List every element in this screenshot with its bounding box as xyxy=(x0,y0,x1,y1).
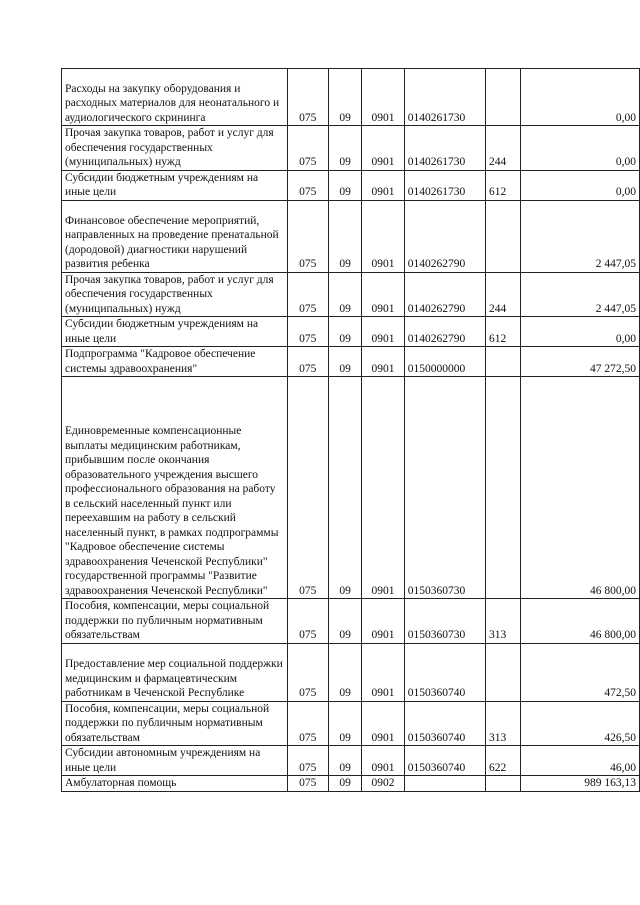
budget-table-body xyxy=(62,69,640,792)
expense-type-cell xyxy=(485,776,521,792)
expense-type-cell: 244 xyxy=(485,272,521,317)
amount-cell: 46 800,00 xyxy=(521,599,640,644)
section-code-cell: 09 xyxy=(328,746,361,776)
table-row xyxy=(62,599,640,644)
amount-cell: 47 272,50 xyxy=(521,347,640,377)
table-row xyxy=(62,170,640,200)
section-code-cell: 09 xyxy=(328,170,361,200)
target-article-cell: 0140262790 xyxy=(404,200,485,272)
target-article-cell: 0140261730 xyxy=(404,170,485,200)
target-article-cell: 0150360730 xyxy=(404,377,485,599)
expense-type-cell: 612 xyxy=(485,170,521,200)
table-row xyxy=(62,776,640,792)
subsection-code-cell: 0901 xyxy=(362,701,404,746)
subsection-code-cell: 0901 xyxy=(362,377,404,599)
expense-type-cell xyxy=(485,347,521,377)
expense-name-cell: Прочая закупка товаров, работ и услуг для обеспечения государственных (муниципальных) нужд xyxy=(62,126,288,171)
section-code-cell: 09 xyxy=(328,377,361,599)
target-article-cell: 0150000000 xyxy=(404,347,485,377)
expense-name-cell: Подпрограмма "Кадровое обеспечение системы здравоохранения" xyxy=(62,347,288,377)
expense-name-cell: Пособия, компенсации, меры социальной поддержки по публичным нормативным обязательствам xyxy=(62,701,288,746)
amount-cell: 2 447,05 xyxy=(521,200,640,272)
table-row xyxy=(62,272,640,317)
table-row xyxy=(62,643,640,701)
subsection-code-cell: 0901 xyxy=(362,599,404,644)
ministry-code-cell: 075 xyxy=(287,599,328,644)
table-row xyxy=(62,746,640,776)
amount-cell: 472,50 xyxy=(521,643,640,701)
section-code-cell: 09 xyxy=(328,317,361,347)
expense-type-cell: 313 xyxy=(485,701,521,746)
target-article-cell: 0150360730 xyxy=(404,599,485,644)
target-article-cell: 0150360740 xyxy=(404,701,485,746)
amount-cell: 0,00 xyxy=(521,317,640,347)
ministry-code-cell: 075 xyxy=(287,746,328,776)
target-article-cell: 0140261730 xyxy=(404,126,485,171)
section-code-cell: 09 xyxy=(328,701,361,746)
table-row xyxy=(62,377,640,599)
ministry-code-cell: 075 xyxy=(287,701,328,746)
expense-type-cell: 622 xyxy=(485,746,521,776)
amount-cell: 2 447,05 xyxy=(521,272,640,317)
expense-type-cell: 313 xyxy=(485,599,521,644)
target-article-cell: 0140262790 xyxy=(404,272,485,317)
subsection-code-cell: 0901 xyxy=(362,69,404,126)
table-row xyxy=(62,200,640,272)
section-code-cell: 09 xyxy=(328,126,361,171)
ministry-code-cell: 075 xyxy=(287,200,328,272)
subsection-code-cell: 0901 xyxy=(362,746,404,776)
section-code-cell: 09 xyxy=(328,776,361,792)
amount-cell: 426,50 xyxy=(521,701,640,746)
table-row xyxy=(62,347,640,377)
expense-name-cell: Амбулаторная помощь xyxy=(62,776,288,792)
target-article-cell: 0140261730 xyxy=(404,69,485,126)
expense-name-cell: Субсидии бюджетным учреждениям на иные цели xyxy=(62,317,288,347)
subsection-code-cell: 0901 xyxy=(362,272,404,317)
ministry-code-cell: 075 xyxy=(287,643,328,701)
amount-cell: 46,00 xyxy=(521,746,640,776)
subsection-code-cell: 0901 xyxy=(362,317,404,347)
expense-type-cell xyxy=(485,200,521,272)
ministry-code-cell: 075 xyxy=(287,69,328,126)
target-article-cell: 0150360740 xyxy=(404,643,485,701)
subsection-code-cell: 0901 xyxy=(362,643,404,701)
expense-name-cell: Единовременные компенсационные выплаты медицинским работникам, прибывшим после окончания образовательного учреждения высшего профессионального образования на работу в сельский населенный пункт или переехавшим на работу в сельский населенный пункт, в рамках подпрограммы "Кадровое обеспечение системы здравоохранения Чеченской Республики" государственной программы "Развитие здравоохранения Чеченской Республики" xyxy=(62,377,288,599)
subsection-code-cell: 0901 xyxy=(362,126,404,171)
section-code-cell: 09 xyxy=(328,69,361,126)
section-code-cell: 09 xyxy=(328,272,361,317)
ministry-code-cell: 075 xyxy=(287,170,328,200)
ministry-code-cell: 075 xyxy=(287,377,328,599)
ministry-code-cell: 075 xyxy=(287,126,328,171)
subsection-code-cell: 0901 xyxy=(362,170,404,200)
section-code-cell: 09 xyxy=(328,599,361,644)
ministry-code-cell: 075 xyxy=(287,347,328,377)
expense-name-cell: Субсидии автономным учреждениям на иные цели xyxy=(62,746,288,776)
expense-name-cell: Пособия, компенсации, меры социальной поддержки по публичным нормативным обязательствам xyxy=(62,599,288,644)
subsection-code-cell: 0902 xyxy=(362,776,404,792)
expense-type-cell: 244 xyxy=(485,126,521,171)
expense-name-cell: Предоставление мер социальной поддержки медицинским и фармацевтическим работникам в Чеченской Республике xyxy=(62,643,288,701)
amount-cell: 0,00 xyxy=(521,126,640,171)
expense-name-cell: Прочая закупка товаров, работ и услуг для обеспечения государственных (муниципальных) нужд xyxy=(62,272,288,317)
section-code-cell: 09 xyxy=(328,200,361,272)
expense-type-cell xyxy=(485,377,521,599)
ministry-code-cell: 075 xyxy=(287,776,328,792)
section-code-cell: 09 xyxy=(328,347,361,377)
section-code-cell: 09 xyxy=(328,643,361,701)
table-row xyxy=(62,126,640,171)
amount-cell: 0,00 xyxy=(521,170,640,200)
target-article-cell xyxy=(404,776,485,792)
ministry-code-cell: 075 xyxy=(287,272,328,317)
expense-type-cell: 612 xyxy=(485,317,521,347)
budget-table xyxy=(61,68,640,792)
amount-cell: 46 800,00 xyxy=(521,377,640,599)
expense-type-cell xyxy=(485,69,521,126)
table-row xyxy=(62,701,640,746)
subsection-code-cell: 0901 xyxy=(362,200,404,272)
expense-name-cell: Расходы на закупку оборудования и расходных материалов для неонатального и аудиологического скрининга xyxy=(62,69,288,126)
amount-cell: 0,00 xyxy=(521,69,640,126)
subsection-code-cell: 0901 xyxy=(362,347,404,377)
target-article-cell: 0140262790 xyxy=(404,317,485,347)
table-row xyxy=(62,69,640,126)
target-article-cell: 0150360740 xyxy=(404,746,485,776)
expense-name-cell: Субсидии бюджетным учреждениям на иные цели xyxy=(62,170,288,200)
expense-name-cell: Финансовое обеспечение мероприятий, направленных на проведение пренатальной (дородовой) диагностики нарушений развития ребенка xyxy=(62,200,288,272)
table-row xyxy=(62,317,640,347)
ministry-code-cell: 075 xyxy=(287,317,328,347)
expense-type-cell xyxy=(485,643,521,701)
amount-cell: 989 163,13 xyxy=(521,776,640,792)
